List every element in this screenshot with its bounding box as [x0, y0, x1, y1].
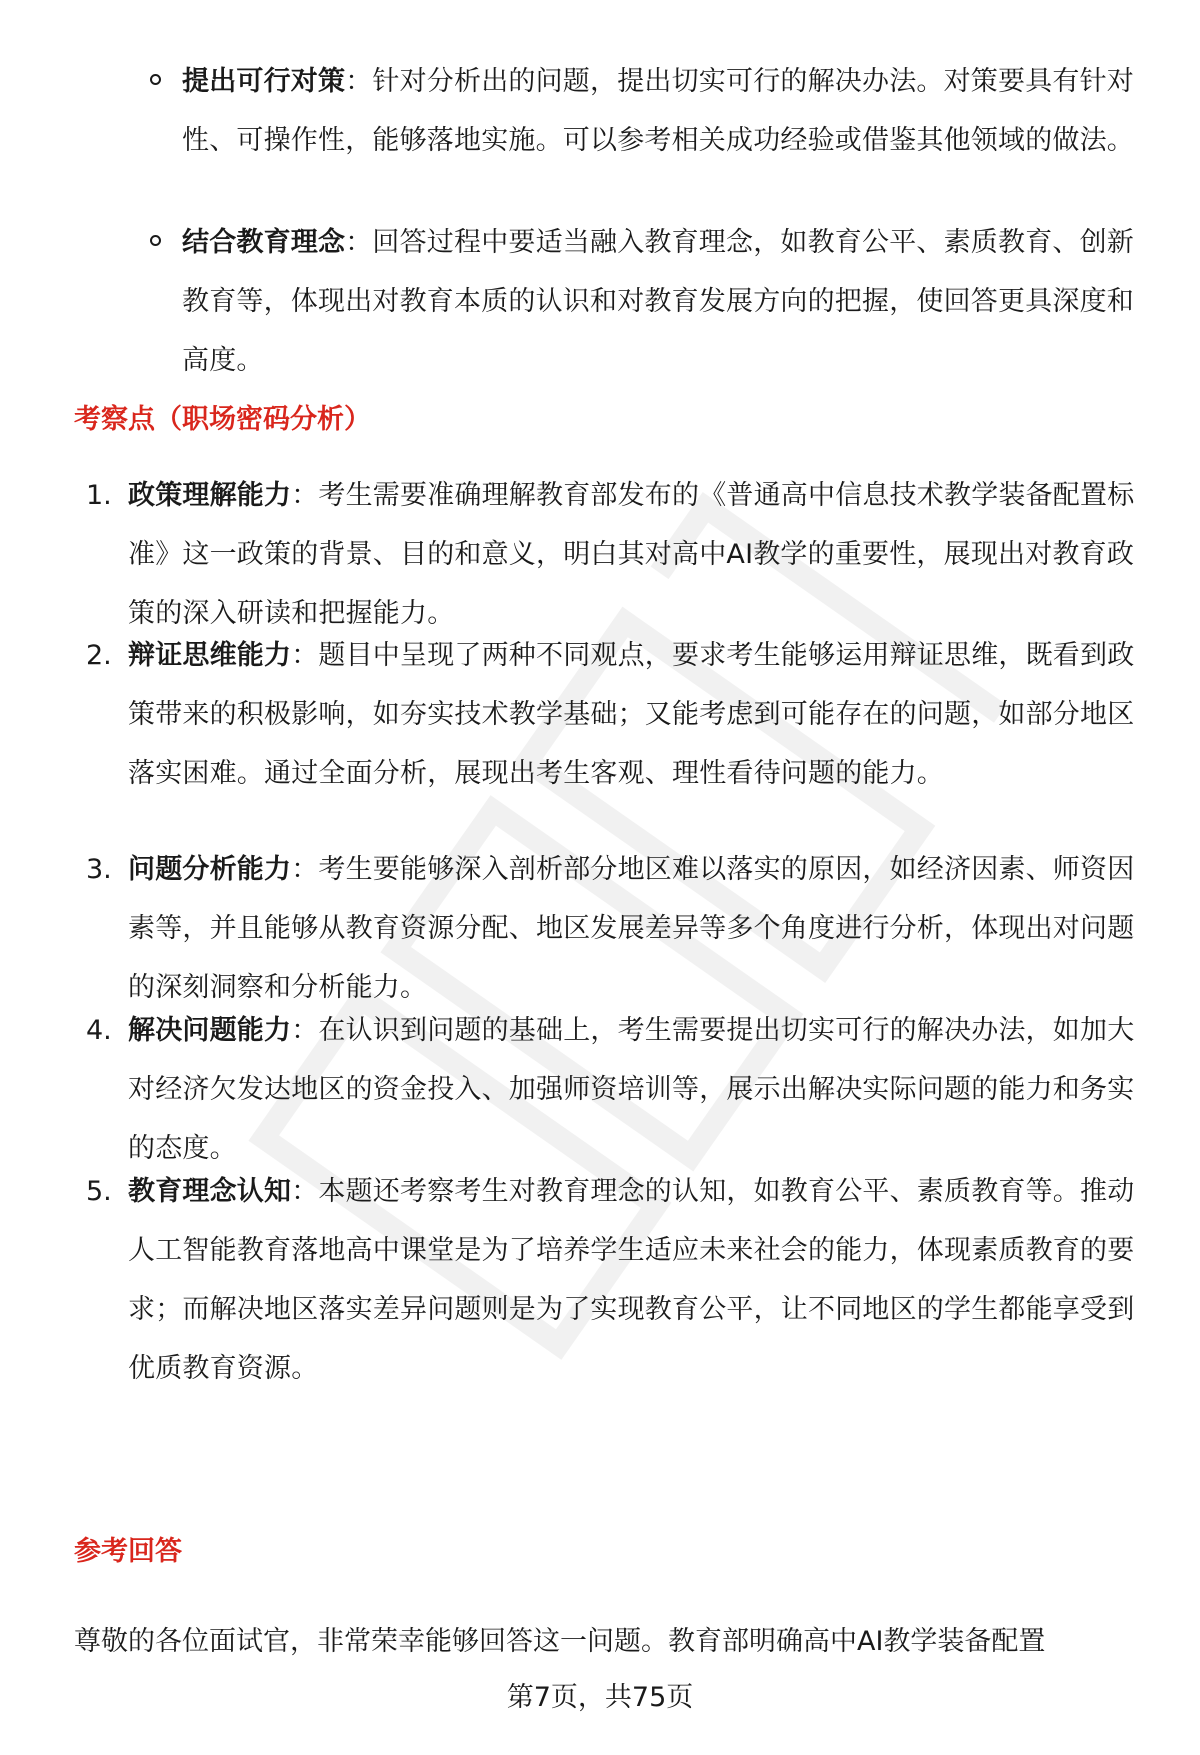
reference-answer-intro: 尊敬的各位面试官，非常荣幸能够回答这一问题。教育部明确高中AI教学装备配置: [74, 1626, 1046, 1657]
list-term: 问题分析能力: [128, 854, 292, 885]
list-number: 1.: [86, 480, 112, 511]
list-number: 2.: [86, 640, 112, 671]
list-text: ：在认识到问题的基础上，考生需要提出切实可行的解决办法，如加大对经济欠发达地区的资金投入、加强师资培训等，展示出解决实际问题的能力和务实的态度。: [128, 1015, 1135, 1164]
list-number: 3.: [86, 854, 112, 885]
page-number: 第7页，共75页: [506, 1682, 694, 1713]
bullet-term: 提出可行对策: [182, 66, 346, 97]
section-heading-assessment-points: 考察点（职场密码分析）: [74, 404, 371, 435]
list-text: ：本题还考察考生对教育理念的认知，如教育公平、素质教育等。推动人工智能教育落地高中课堂是为了培养学生适应未来社会的能力，体现素质教育的要求；而解决地区落实差异问题则是为了实现教育公平，让不同地区的学生都能享受到优质教育资源。: [128, 1176, 1135, 1384]
list-text: ：题目中呈现了两种不同观点，要求考生能够运用辩证思维，既看到政策带来的积极影响，如夯实技术教学基础；又能考虑到可能存在的问题，如部分地区落实困难。通过全面分析，展现出考生客观、理性看待问题的能力。: [128, 640, 1135, 789]
bullet-term: 结合教育理念: [182, 227, 346, 258]
list-number: 5.: [86, 1176, 112, 1207]
circle-bullet-icon: [150, 235, 161, 246]
circle-bullet-icon: [150, 74, 161, 85]
list-text: ：考生要能够深入剖析部分地区难以落实的原因，如经济因素、师资因素等，并且能够从教育资源分配、地区发展差异等多个角度进行分析，体现出对问题的深刻洞察和分析能力。: [128, 854, 1135, 1003]
list-text: ：考生需要准确理解教育部发布的《普通高中信息技术教学装备配置标准》这一政策的背景、目的和意义，明白其对高中AI教学的重要性，展现出对教育政策的深入研读和把握能力。: [128, 480, 1135, 629]
list-number: 4.: [86, 1015, 112, 1046]
list-term: 教育理念认知: [128, 1176, 292, 1207]
bullet-text: ：针对分析出的问题，提出切实可行的解决办法。对策要具有针对性、可操作性，能够落地实施。可以参考相关成功经验或借鉴其他领域的做法。: [182, 66, 1135, 156]
bullet-text: ：回答过程中要适当融入教育理念，如教育公平、素质教育、创新教育等，体现出对教育本质的认识和对教育发展方向的把握，使回答更具深度和高度。: [182, 227, 1135, 376]
list-term: 辩证思维能力: [128, 640, 292, 671]
list-term: 政策理解能力: [128, 480, 292, 511]
list-term: 解决问题能力: [128, 1015, 292, 1046]
section-heading-reference-answer: 参考回答: [74, 1536, 182, 1567]
